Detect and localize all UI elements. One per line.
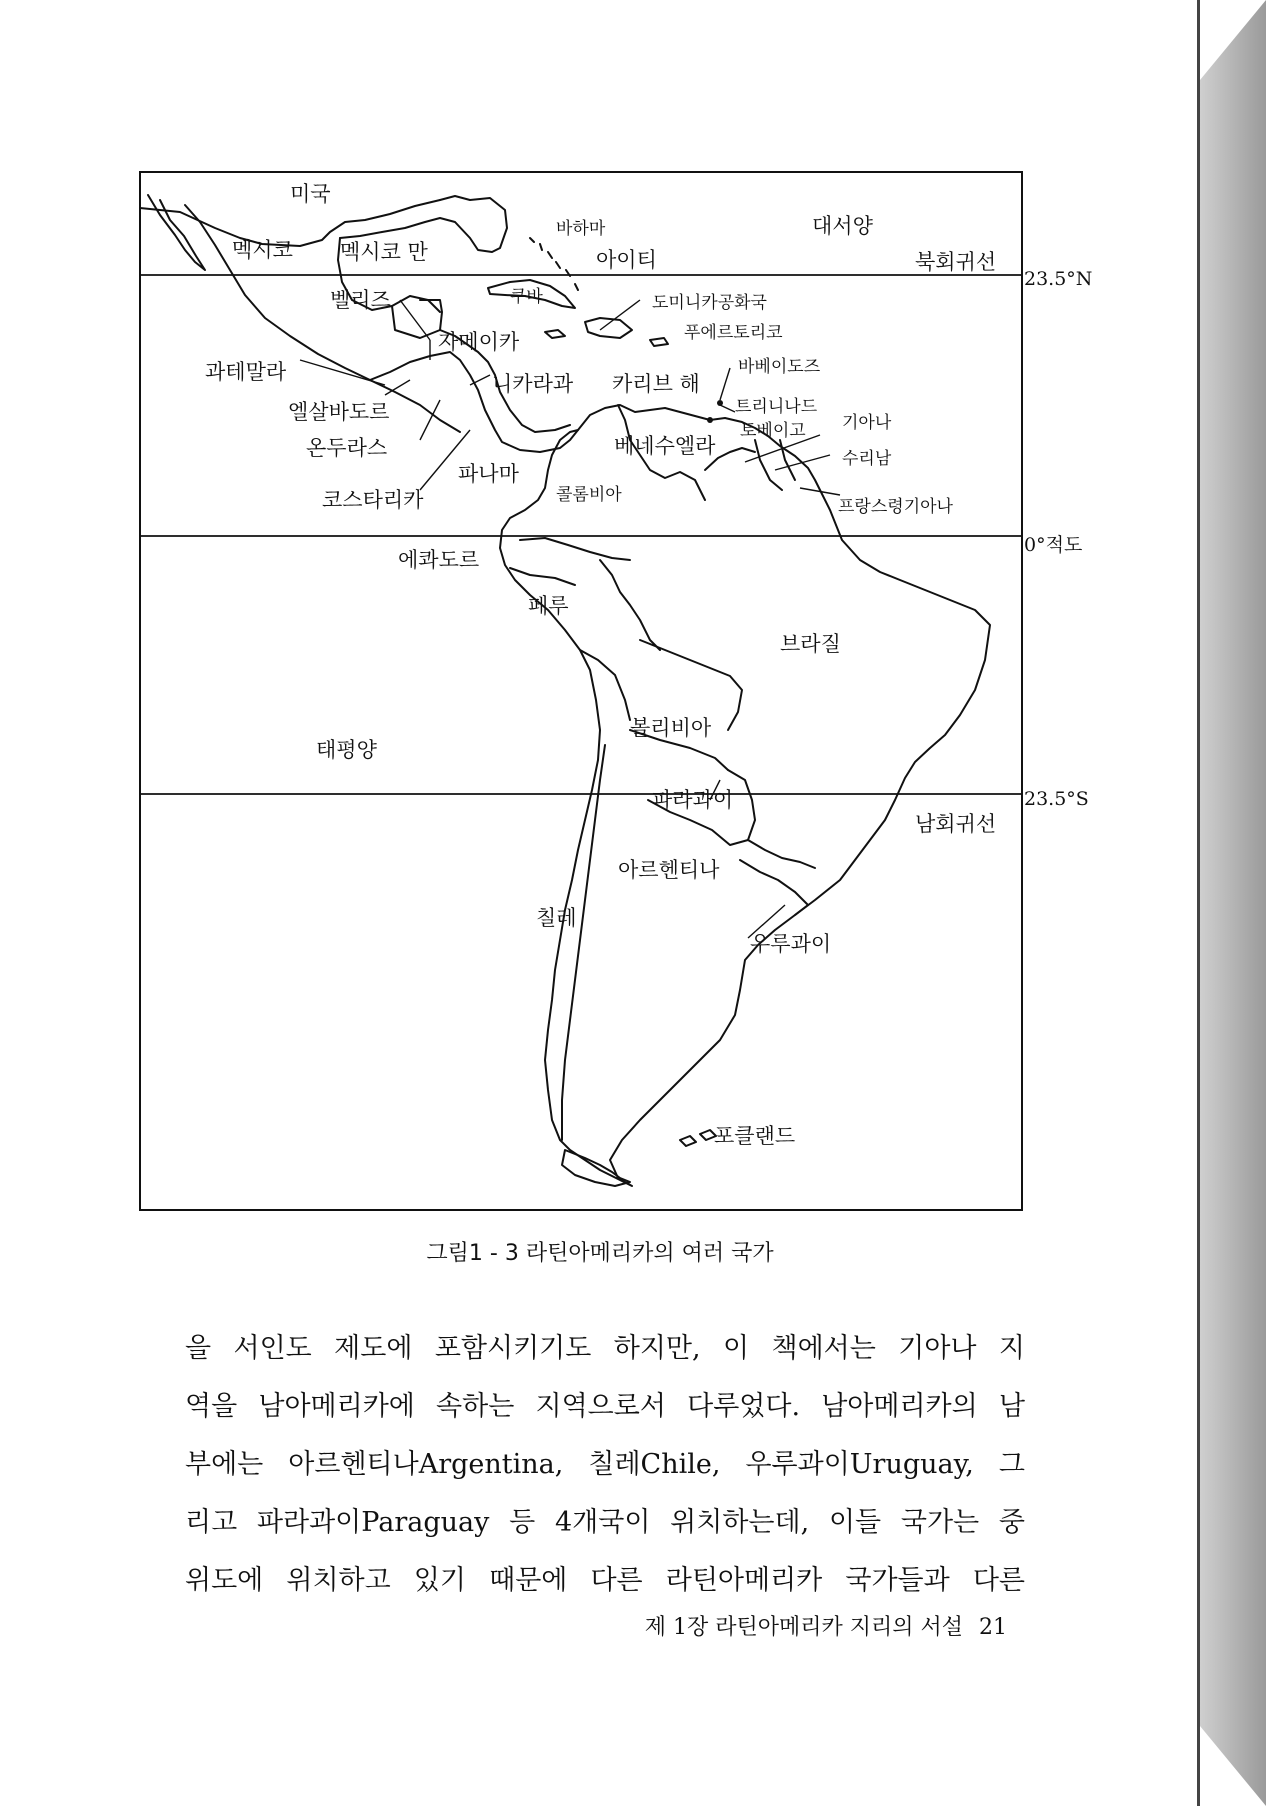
- text-line: 역을 남아메리카에 속하는 지역으로서 다루었다. 남아메리카의 남: [185, 1391, 1025, 1422]
- label-brazil: 브라질: [780, 632, 841, 656]
- guyana-suriname-border: [755, 440, 782, 490]
- book-page-edge: [1200, 0, 1266, 1806]
- text-line: 을 서인도 제도에 포함시키기도 하지만, 이 책에서는 기아나 지: [185, 1333, 1025, 1364]
- leader-trinidad: [720, 405, 735, 412]
- label-jamaica: 자메이카: [438, 330, 520, 354]
- label-colombia: 콜롬비아: [556, 485, 622, 505]
- figure-caption: 그림1 - 3 라틴아메리카의 여러 국가: [426, 1241, 774, 1266]
- label-pacific: 태평양: [316, 738, 377, 762]
- label-argentina: 아르헨티나: [618, 858, 720, 882]
- label-tropic-north: 북회귀선: [915, 250, 997, 274]
- label-suriname: 수리남: [842, 449, 892, 469]
- text-line: 리고 파라과이Paraguay 등 4개국이 위치하는데, 이들 국가는 중: [185, 1507, 1025, 1538]
- label-barbados: 바베이도즈: [738, 357, 821, 377]
- label-nicaragua: 니카라과: [492, 372, 574, 396]
- label-costa-rica: 코스타리카: [322, 488, 424, 512]
- label-el-salvador: 엘살바도르: [288, 400, 390, 424]
- chapter-title: 제 1장 라틴아메리카 지리의 서설: [644, 1615, 963, 1640]
- baja-california: [148, 195, 205, 270]
- label-usa: 미국: [290, 182, 331, 206]
- barbados-dot: [717, 400, 723, 406]
- label-equator: 0°적도: [1024, 534, 1083, 556]
- label-ecuador: 에콰도르: [398, 548, 480, 572]
- label-falklands: 포클랜드: [714, 1124, 796, 1148]
- leader-barbados: [720, 368, 730, 400]
- leader-dominican: [600, 300, 640, 330]
- uruguay-border: [740, 860, 808, 915]
- label-tobago: 토베이고: [740, 421, 806, 441]
- page-footer: [629, 1610, 1007, 1641]
- label-belize: 벨리즈: [330, 288, 391, 312]
- central-america: [370, 352, 578, 452]
- label-guyana: 기아나: [842, 413, 892, 433]
- label-guatemala: 과테말라: [205, 360, 287, 384]
- page-number: 21: [979, 1615, 1007, 1640]
- falkland-islands: [680, 1130, 716, 1146]
- text-line: 부에는 아르헨티나Argentina, 칠레Chile, 우루과이Uruguay, 그: [185, 1449, 1025, 1480]
- body-text: [185, 1320, 1025, 1610]
- argentina-brazil-border: [748, 840, 815, 868]
- leader-honduras: [420, 400, 440, 440]
- leader-suriname: [775, 455, 830, 470]
- label-chile: 칠레: [536, 906, 577, 930]
- label-panama: 파나마: [458, 462, 519, 486]
- jamaica-island: [545, 330, 565, 338]
- label-trinidad: 트리니나드: [735, 397, 818, 417]
- colombia-ecuador-border: [520, 538, 630, 560]
- text-line: 위도에 위치하고 있기 때문에 다른 라틴아메리카 국가들과 다른: [185, 1565, 1025, 1596]
- label-cuba: 쿠바: [510, 287, 543, 307]
- label-uruguay: 우루과이: [750, 932, 832, 956]
- leader-guatemala: [300, 360, 385, 385]
- label-23-5-n: 23.5°N: [1024, 268, 1093, 290]
- label-bolivia: 볼리비아: [630, 716, 712, 740]
- trinidad-dot: [707, 417, 713, 423]
- label-puerto-rico: 푸에르토리코: [684, 323, 783, 343]
- label-atlantic: 대서양: [812, 214, 873, 238]
- ecuador-peru-border: [510, 568, 575, 585]
- label-dominican: 도미니카공화국: [652, 293, 767, 313]
- peru-bolivia-border: [580, 650, 630, 720]
- label-tropic-south: 남회귀선: [915, 812, 997, 836]
- label-venezuela: 베네수엘라: [614, 434, 716, 458]
- label-peru: 페루: [528, 594, 569, 618]
- hispaniola-island: [585, 318, 632, 338]
- label-honduras: 온두라스: [306, 436, 388, 460]
- argentina-chile-border: [562, 745, 605, 1140]
- label-mexico: 멕시코: [232, 238, 293, 262]
- puerto-rico-island: [650, 338, 668, 346]
- label-haiti: 아이티: [596, 248, 657, 272]
- label-paraguay: 파라과이: [652, 788, 734, 812]
- map-frame: [140, 172, 1022, 1210]
- south-america-coast: [500, 405, 990, 1186]
- peru-brazil-border: [600, 560, 660, 650]
- label-gulf-of-mexico: 멕시코 만: [340, 240, 428, 264]
- label-bahamas: 바하마: [556, 219, 606, 239]
- label-caribbean-sea: 카리브 해: [612, 372, 700, 396]
- label-23-5-s: 23.5°S: [1024, 788, 1089, 810]
- label-french-guiana: 프랑스령기아나: [838, 497, 953, 517]
